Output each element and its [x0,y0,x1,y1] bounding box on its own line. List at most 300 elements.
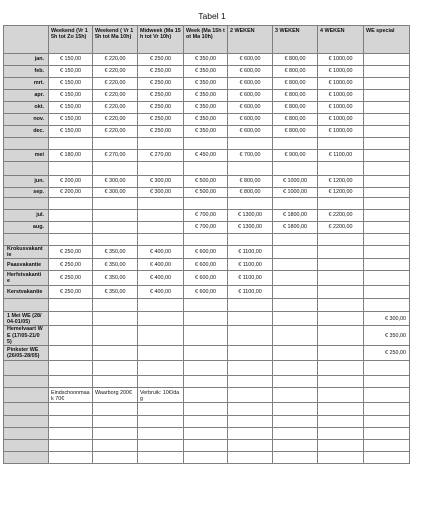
row-label: aug. [4,222,49,234]
table-cell: € 600,00 [184,259,228,271]
row-label [4,234,49,246]
table-cell: € 350,00 [184,54,228,66]
table-cell [228,388,273,403]
table-cell: € 220,00 [93,90,138,102]
table-cell: € 1200,00 [318,176,364,188]
table-cell [93,198,138,210]
table-cell [228,312,273,326]
table-cell [364,198,410,210]
table-cell: € 1000,00 [318,66,364,78]
table-cell [318,403,364,416]
table-cell: € 1100,00 [228,271,273,286]
table-cell: € 1000,00 [318,114,364,126]
row-label [4,138,49,150]
table-cell: € 600,00 [184,246,228,259]
table-cell: € 350,00 [364,326,410,346]
table-cell: € 600,00 [228,114,273,126]
table-cell [318,299,364,312]
table-cell [93,361,138,376]
table-cell [93,222,138,234]
row-label: sep. [4,188,49,198]
table-cell [49,234,93,246]
table-cell [364,102,410,114]
table-cell [364,403,410,416]
table-cell [273,346,318,361]
table-cell: € 400,00 [138,259,184,271]
table-cell: € 220,00 [93,78,138,90]
row-label: apr. [4,90,49,102]
table-cell: € 350,00 [184,66,228,78]
table-cell: € 500,00 [184,176,228,188]
table-cell [228,162,273,176]
table-cell: € 1000,00 [318,90,364,102]
row-label: okt. [4,102,49,114]
table-cell: € 1000,00 [273,176,318,188]
table-title: Tabel 1 [198,11,226,21]
table-cell [49,416,93,428]
table-cell [184,361,228,376]
table-row [4,452,410,464]
table-cell: € 250,00 [49,286,93,299]
table-cell [49,452,93,464]
table-cell [49,428,93,440]
table-cell: € 350,00 [184,90,228,102]
table-cell: € 150,00 [49,126,93,138]
table-cell [228,428,273,440]
table-cell: Waarborg 200€ [93,388,138,403]
table-cell [138,198,184,210]
table-cell: € 1000,00 [318,126,364,138]
table-cell: € 250,00 [138,126,184,138]
table-cell [318,346,364,361]
table-cell [228,299,273,312]
table-cell [184,452,228,464]
table-cell [184,388,228,403]
table-cell: € 1000,00 [318,102,364,114]
table-cell: € 800,00 [228,176,273,188]
table-cell [184,440,228,452]
table-cell [364,150,410,162]
table-cell: € 600,00 [228,78,273,90]
table-cell [138,299,184,312]
table-cell [364,66,410,78]
table-cell [318,440,364,452]
table-cell: € 1800,00 [273,210,318,222]
row-label: mei [4,150,49,162]
table-cell: € 300,00 [364,312,410,326]
table-cell [228,376,273,388]
table-cell [364,286,410,299]
table-cell [228,326,273,346]
table-cell [138,440,184,452]
table-row [4,361,410,376]
table-cell [184,138,228,150]
table-row [4,90,410,102]
table-cell [364,376,410,388]
table-cell: € 250,00 [49,271,93,286]
table-cell: € 250,00 [49,259,93,271]
table-cell: € 600,00 [228,54,273,66]
table-cell: € 300,00 [138,188,184,198]
table-cell [318,234,364,246]
row-label: Hemelvaart WE (17/05-21/05) [4,326,49,346]
table-cell [364,428,410,440]
table-cell [93,234,138,246]
table-cell [273,234,318,246]
table-cell [364,210,410,222]
table-row [4,234,410,246]
table-cell: € 700,00 [184,222,228,234]
table-cell [138,234,184,246]
table-cell [273,403,318,416]
table-cell [93,162,138,176]
column-header: Weekend (Vr 15h tot Zo 15h) [49,26,93,54]
table-cell: € 800,00 [273,54,318,66]
table-cell [184,299,228,312]
table-cell: € 1100,00 [228,246,273,259]
column-header: 3 WEKEN [273,26,318,54]
table-row [4,271,410,286]
row-label [4,440,49,452]
table-row [4,54,410,66]
table-cell [49,299,93,312]
table-row [4,416,410,428]
table-cell [273,361,318,376]
table-cell [228,416,273,428]
table-cell [364,222,410,234]
table-row [4,428,410,440]
table-cell [138,162,184,176]
column-header [4,26,49,54]
table-cell [138,138,184,150]
table-row [4,78,410,90]
table-cell [273,428,318,440]
table-cell [228,440,273,452]
table-row [4,102,410,114]
row-label: dec. [4,126,49,138]
table-cell [184,312,228,326]
table-cell: € 250,00 [49,246,93,259]
table-cell: € 600,00 [228,66,273,78]
table-cell [184,326,228,346]
table-cell [184,198,228,210]
table-cell: € 150,00 [49,78,93,90]
column-header: WE special [364,26,410,54]
table-cell: € 800,00 [273,78,318,90]
row-label: jul. [4,210,49,222]
table-cell [318,452,364,464]
table-cell [49,222,93,234]
table-row [4,376,410,388]
table-cell: € 600,00 [184,271,228,286]
table-cell: € 500,00 [184,188,228,198]
table-cell: € 220,00 [93,114,138,126]
table-cell: € 350,00 [184,126,228,138]
table-row [4,66,410,78]
table-row [4,299,410,312]
table-cell [364,271,410,286]
table-cell: € 1300,00 [228,222,273,234]
table-cell: € 200,00 [49,176,93,188]
table-cell [273,138,318,150]
table-cell [273,259,318,271]
table-cell [318,162,364,176]
table-cell: € 220,00 [93,66,138,78]
table-cell [228,452,273,464]
table-cell: € 800,00 [273,66,318,78]
row-label: feb. [4,66,49,78]
table-cell [273,440,318,452]
table-row [4,114,410,126]
table-cell [318,376,364,388]
table-cell [228,403,273,416]
table-cell [138,403,184,416]
table-cell: € 150,00 [49,114,93,126]
table-cell [228,346,273,361]
table-cell: € 250,00 [138,114,184,126]
row-label [4,162,49,176]
row-label [4,376,49,388]
table-cell: € 350,00 [184,78,228,90]
table-cell: Verbruik: 10€/dag [138,388,184,403]
table-cell: € 1000,00 [318,54,364,66]
table-cell: € 270,00 [93,150,138,162]
table-cell [49,312,93,326]
row-label: Kerstvakantie [4,286,49,299]
row-label: mrt. [4,78,49,90]
table-cell [93,440,138,452]
table-cell: € 220,00 [93,54,138,66]
table-cell [138,210,184,222]
table-cell [93,376,138,388]
table-cell [138,346,184,361]
table-cell [49,326,93,346]
table-cell [364,440,410,452]
table-cell [273,326,318,346]
table-cell: € 200,00 [49,188,93,198]
table-cell [49,210,93,222]
price-table [3,25,410,464]
table-row [4,198,410,210]
column-header: Weekend ( Vr 15h tot Ma 10h) [93,26,138,54]
table-row [4,138,410,150]
table-cell [273,388,318,403]
table-cell: € 2200,00 [318,210,364,222]
table-cell [318,198,364,210]
table-cell: € 350,00 [184,102,228,114]
table-cell [228,361,273,376]
table-cell: € 250,00 [138,66,184,78]
table-cell [273,312,318,326]
table-cell [318,361,364,376]
table-cell [93,416,138,428]
table-cell: € 150,00 [49,90,93,102]
table-cell [138,376,184,388]
table-cell [318,416,364,428]
table-cell: € 1000,00 [318,78,364,90]
table-cell [49,440,93,452]
table-cell [93,299,138,312]
table-cell: € 600,00 [184,286,228,299]
table-cell [364,416,410,428]
table-cell: € 250,00 [138,78,184,90]
table-cell [93,138,138,150]
table-cell [184,234,228,246]
table-row [4,440,410,452]
row-label [4,403,49,416]
table-cell: € 1800,00 [273,222,318,234]
column-header: 4 WEKEN [318,26,364,54]
table-cell [318,286,364,299]
table-cell: € 700,00 [228,150,273,162]
row-label [4,361,49,376]
table-cell: € 150,00 [49,54,93,66]
table-row [4,312,410,326]
table-cell: € 600,00 [228,90,273,102]
table-cell [318,312,364,326]
table-cell: € 400,00 [138,286,184,299]
table-cell [138,222,184,234]
table-cell [138,312,184,326]
table-cell [184,416,228,428]
table-cell [318,388,364,403]
row-label: 1 Mei WE (28/04-01/05) [4,312,49,326]
table-cell [273,162,318,176]
table-cell [364,361,410,376]
table-cell: € 800,00 [273,114,318,126]
table-cell [273,271,318,286]
table-cell [228,234,273,246]
table-cell [184,376,228,388]
table-cell [364,234,410,246]
table-cell: € 250,00 [364,346,410,361]
table-cell [364,138,410,150]
table-cell [93,428,138,440]
table-cell: € 350,00 [93,246,138,259]
row-label: Paasvakantie [4,259,49,271]
table-cell [364,176,410,188]
table-cell [184,403,228,416]
row-label: nov. [4,114,49,126]
table-cell: € 450,00 [184,150,228,162]
table-cell: Eindschoonmaak 70€ [49,388,93,403]
table-cell [318,326,364,346]
row-label [4,452,49,464]
column-header: 2 WEKEN [228,26,273,54]
table-cell: € 400,00 [138,246,184,259]
table-cell: € 250,00 [138,102,184,114]
table-cell [364,114,410,126]
table-cell [93,326,138,346]
table-cell [364,388,410,403]
table-cell: € 300,00 [93,176,138,188]
table-cell: € 1100,00 [228,259,273,271]
table-cell: € 600,00 [228,102,273,114]
table-cell: € 1100,00 [318,150,364,162]
table-cell: € 350,00 [93,271,138,286]
table-cell: € 1300,00 [228,210,273,222]
table-cell [138,326,184,346]
table-cell [318,428,364,440]
table-cell: € 180,00 [49,150,93,162]
row-label [4,388,49,403]
table-cell [49,346,93,361]
table-cell [364,126,410,138]
table-cell [49,376,93,388]
table-row [4,210,410,222]
table-cell: € 150,00 [49,66,93,78]
row-label: Herfstvakantie [4,271,49,286]
table-cell [273,198,318,210]
table-cell [273,246,318,259]
table-cell [138,361,184,376]
table-cell: € 800,00 [273,126,318,138]
table-row [4,259,410,271]
table-cell: € 350,00 [93,259,138,271]
column-header: Week (Ma 15h tot Ma 10h) [184,26,228,54]
table-cell [318,271,364,286]
table-row [4,162,410,176]
row-label: Krokusvakantie [4,246,49,259]
table-cell: € 800,00 [228,188,273,198]
table-cell [138,416,184,428]
table-cell: € 300,00 [138,176,184,188]
table-row [4,176,410,188]
row-label [4,198,49,210]
table-cell: € 350,00 [184,114,228,126]
table-cell: € 270,00 [138,150,184,162]
table-cell: € 1100,00 [228,286,273,299]
row-label: Pinkster WE (26/05-28/05) [4,346,49,361]
table-cell: € 150,00 [49,102,93,114]
table-cell [228,198,273,210]
table-cell: € 700,00 [184,210,228,222]
table-cell [364,162,410,176]
table-cell [49,403,93,416]
row-label: jan. [4,54,49,66]
table-row [4,150,410,162]
table-row [4,326,410,346]
table-cell [318,259,364,271]
table-row [4,246,410,259]
table-cell [364,90,410,102]
table-cell [364,78,410,90]
column-header: Midweek (Ma 15h tot Vr 10h) [138,26,184,54]
row-label [4,416,49,428]
table-cell [364,188,410,198]
table-cell [184,346,228,361]
table-cell [273,286,318,299]
table-cell [93,346,138,361]
table-cell [364,452,410,464]
table-cell [93,403,138,416]
table-cell [318,246,364,259]
table-cell [49,162,93,176]
table-row [4,222,410,234]
table-cell [184,428,228,440]
table-cell: € 900,00 [273,150,318,162]
table-cell: € 1200,00 [318,188,364,198]
table-cell [93,452,138,464]
table-cell: € 300,00 [93,188,138,198]
row-label: jun. [4,176,49,188]
table-cell [49,361,93,376]
table-cell: € 1000,00 [273,188,318,198]
row-label [4,299,49,312]
table-row [4,188,410,198]
table-cell [93,312,138,326]
table-cell [273,452,318,464]
